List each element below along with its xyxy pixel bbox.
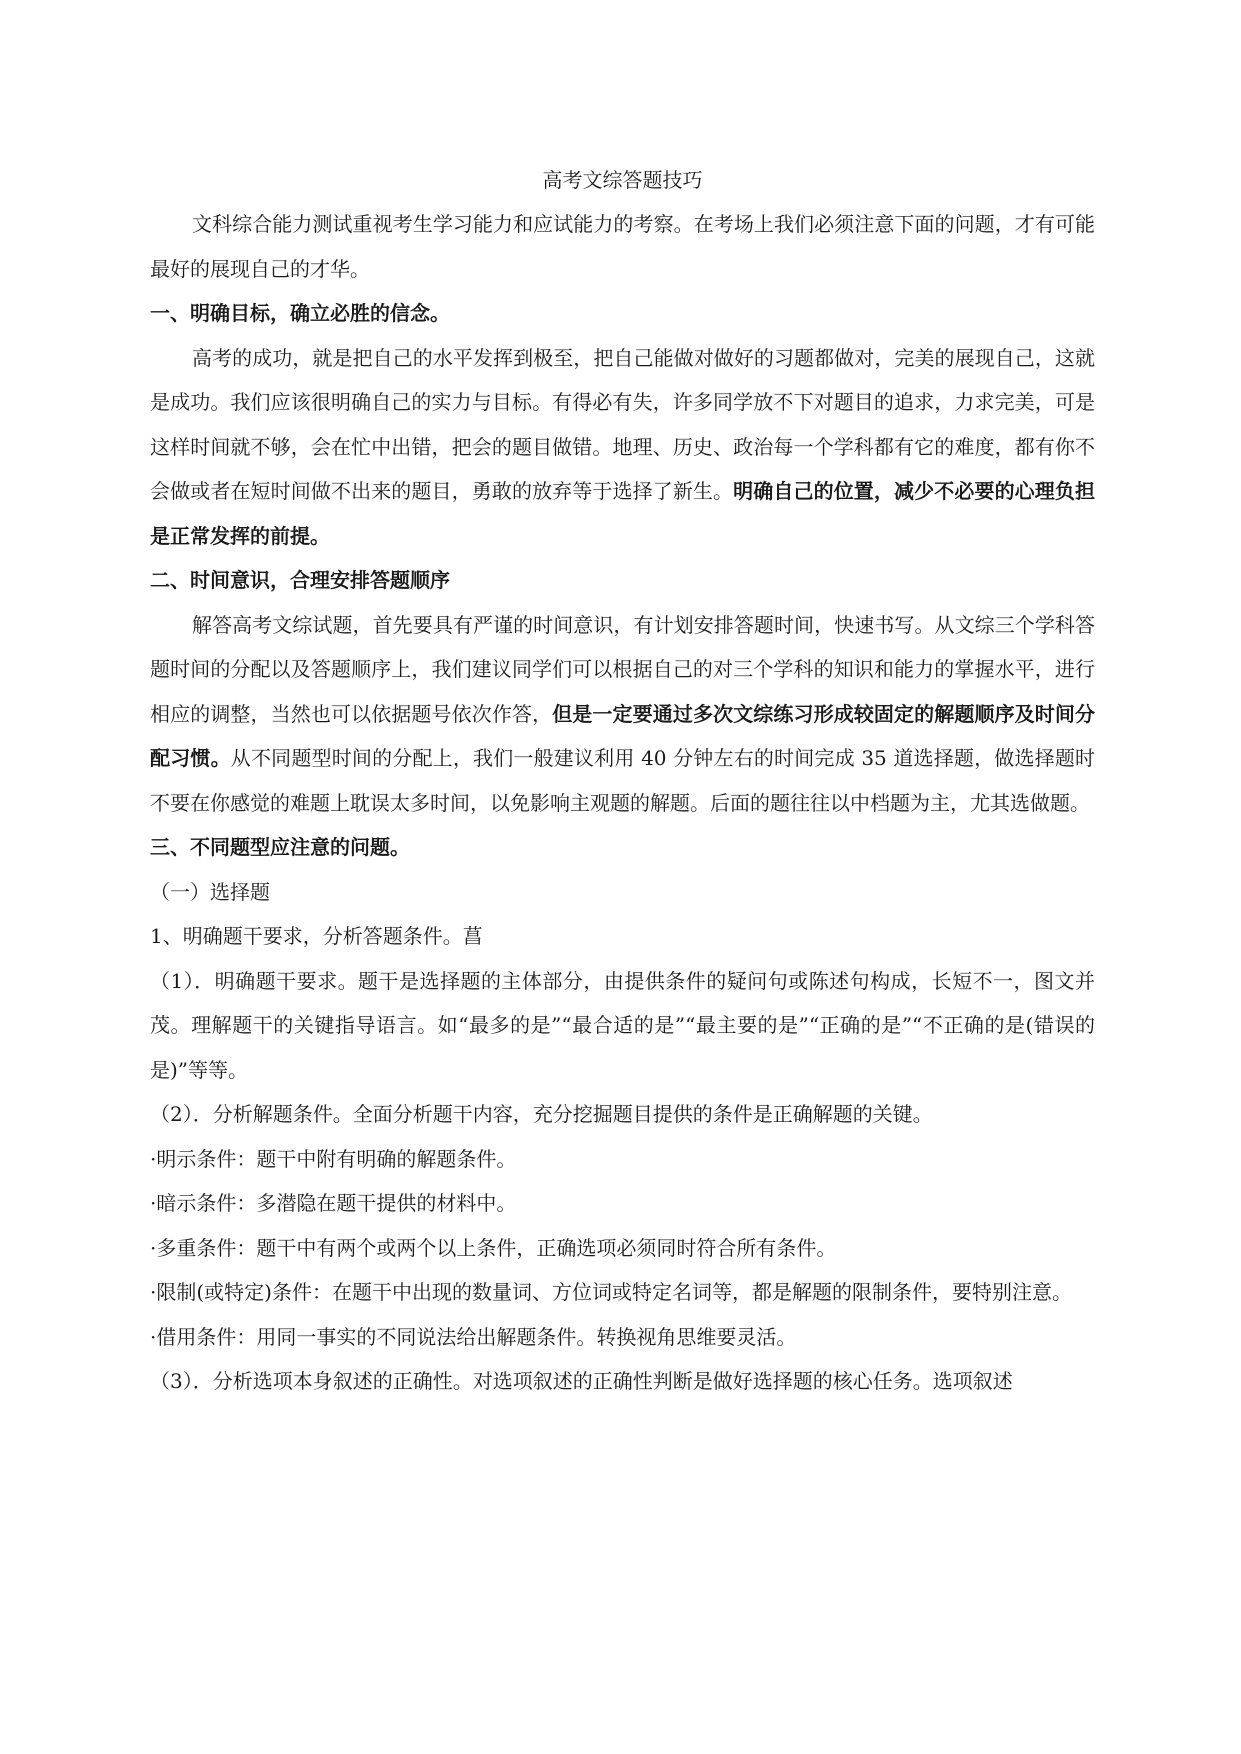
point-2-paragraph: （2）．分析解题条件。全面分析题干内容，充分挖掘题目提供的条件是正确解题的关键。 [150, 1102, 933, 1126]
section-2-paragraph [150, 603, 1095, 826]
bullet-item: ·限制(或特定)条件：在题干中出现的数量词、方位词或特定名词等，都是解题的限制条件，要特别注意。 [150, 1280, 1072, 1304]
document-page [150, 158, 1095, 1404]
subsection-choice-questions: （一）选择题 [150, 879, 270, 904]
bullet-item: ·借用条件：用同一事实的不同说法给出解题条件。转换视角思维要灵活。 [150, 1324, 797, 1349]
bullet-item: ·多重条件：题干中有两个或两个以上条件，正确选项必须同时符合所有条件。 [150, 1235, 837, 1260]
section-3-heading: 三、不同题型应注意的问题。 [150, 835, 410, 859]
section-1-heading: 一、明确目标，确立必胜的信念。 [150, 301, 450, 325]
document-title: 高考文综答题技巧 [542, 168, 703, 192]
section-2-text-b: 从不同题型时间的分配上，我们一般建议利用 40 分钟左右的时间完成 35 道选择题，做选择题时不要在你感觉的难题上耽误太多时间，以免影响主观题的解题。后面的题往往以中档题为主，尤其选做题。 [150, 746, 1096, 815]
section-1-text: 高考的成功，就是把自己的水平发挥到极至，把自己能做对做好的习题都做对，完美的展现自己，这就是成功。我们应该很明确自己的实力与目标。有得必有失，许多同学放不下对题目的追求，力求完美，可是这样时间就不够，会在忙中出错，把会的题目做错。地理、历史、政治每一个学科都有它的难度，都有你不会做或者在短时间做不出来的题目，勇敢的放弃等于选择了新生。 [150, 345, 1095, 503]
bullet-item: ·明示条件：题干中附有明确的解题条件。 [150, 1146, 517, 1171]
section-1-emphasis: 明确自己的位置，减少不必要的心理负担是正常发挥的前提。 [150, 479, 1096, 548]
section-2-heading: 二、时间意识，合理安排答题顺序 [150, 568, 450, 592]
intro-paragraph: 文科综合能力测试重视考生学习能力和应试能力的考察。在考场上我们必须注意下面的问题，才有可能最好的展现自己的才华。 [150, 212, 1095, 281]
section-1-paragraph [150, 336, 1095, 559]
point-1-paragraph: （1）．明确题干要求。题干是选择题的主体部分，由提供条件的疑问句或陈述句构成，长短不一，图文并茂。理解题干的关键指导语言。如“最多的是”“最合适的是”“最主要的是”“正确的是”“不正确的是(错误的是)”等等。 [150, 968, 1095, 1082]
item-1-heading: 1、明确题干要求，分析答题条件。菖 [150, 924, 483, 948]
point-3-paragraph: （3）．分析选项本身叙述的正确性。对选项叙述的正确性判断是做好选择题的核心任务。选项叙述 [150, 1369, 1013, 1393]
section-2-emphasis: 但是一定要通过多次文综练习形成较固定的解题顺序及时间分配习惯。 [150, 701, 1096, 770]
section-2-text-a: 解答高考文综试题，首先要具有严谨的时间意识，有计划安排答题时间，快速书写。从文综三个学科答题时间的分配以及答题顺序上，我们建议同学们可以根据自己的对三个学科的知识和能力的掌握水平，进行相应的调整，当然也可以依据题号依次作答， [150, 612, 1095, 726]
bullet-item: ·暗示条件：多潜隐在题干提供的材料中。 [150, 1191, 517, 1215]
